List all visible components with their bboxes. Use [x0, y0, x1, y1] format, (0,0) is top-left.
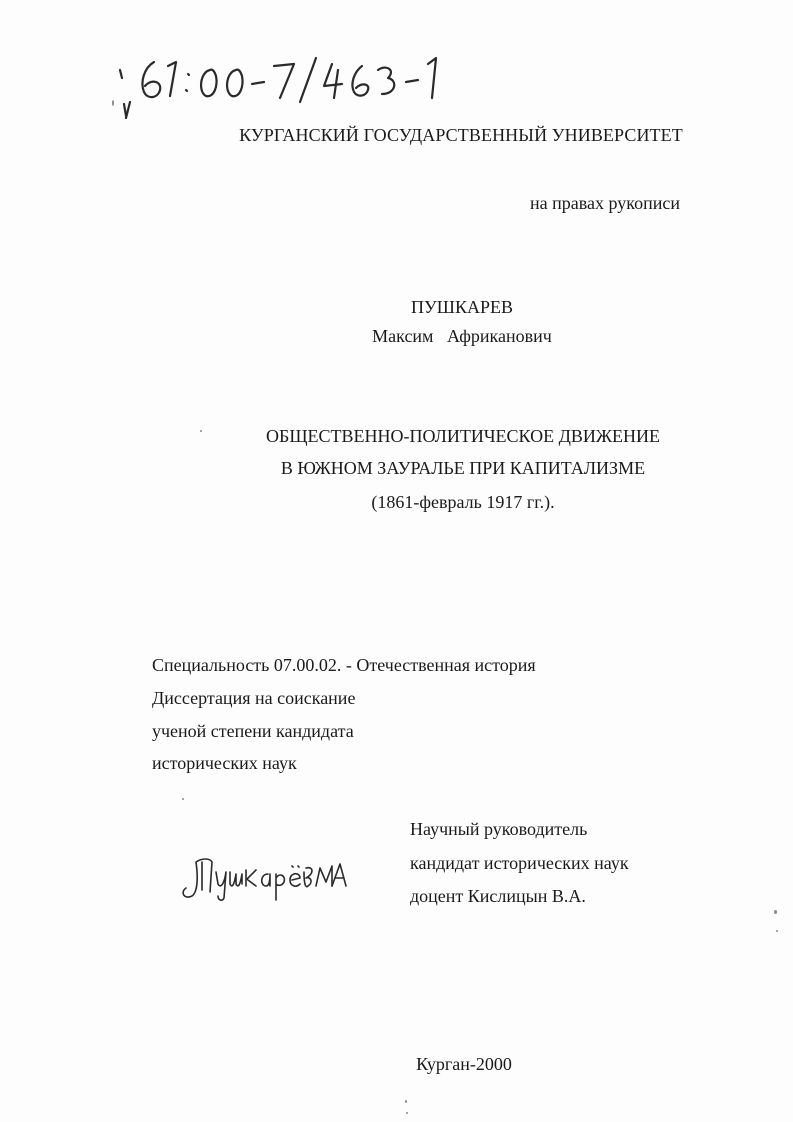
scan-speck	[405, 1100, 407, 1103]
manuscript-note: на правах рукописи	[530, 193, 680, 213]
supervisor-line-3: доцент Кислицын В.А.	[410, 886, 586, 906]
dissertation-title-line-3: (1861-февраль 1917 гг.).	[371, 492, 555, 512]
specialty-line: Специальность 07.00.02. - Отечественная история	[152, 655, 536, 675]
degree-line-2: ученой степени кандидата	[152, 721, 354, 741]
author-surname: ПУШКАРЕВ	[411, 297, 513, 317]
scan-speck	[200, 430, 202, 432]
author-signature	[180, 852, 350, 904]
supervisor-line-2: кандидат исторических наук	[410, 853, 629, 873]
scan-speck	[112, 100, 114, 106]
dissertation-title-line-1: ОБЩЕСТВЕННО-ПОЛИТИЧЕСКОЕ ДВИЖЕНИЕ	[266, 426, 660, 446]
degree-line-3: исторических наук	[152, 753, 297, 773]
scan-speck	[776, 930, 778, 932]
archive-code-handwriting	[118, 42, 458, 122]
author-name: Максим Африканович	[372, 326, 552, 346]
scan-speck	[406, 1112, 408, 1114]
city-year: Курган-2000	[416, 1054, 512, 1074]
dissertation-title-line-2: В ЮЖНОМ ЗАУРАЛЬЕ ПРИ КАПИТАЛИЗМЕ	[280, 458, 646, 478]
university-name: КУРГАНСКИЙ ГОСУДАРСТВЕННЫЙ УНИВЕРСИТЕТ	[239, 125, 683, 145]
scan-speck	[774, 910, 777, 914]
scan-speck	[182, 798, 184, 800]
degree-line-1: Диссертация на соискание	[152, 688, 356, 708]
supervisor-line-1: Научный руководитель	[410, 819, 588, 839]
